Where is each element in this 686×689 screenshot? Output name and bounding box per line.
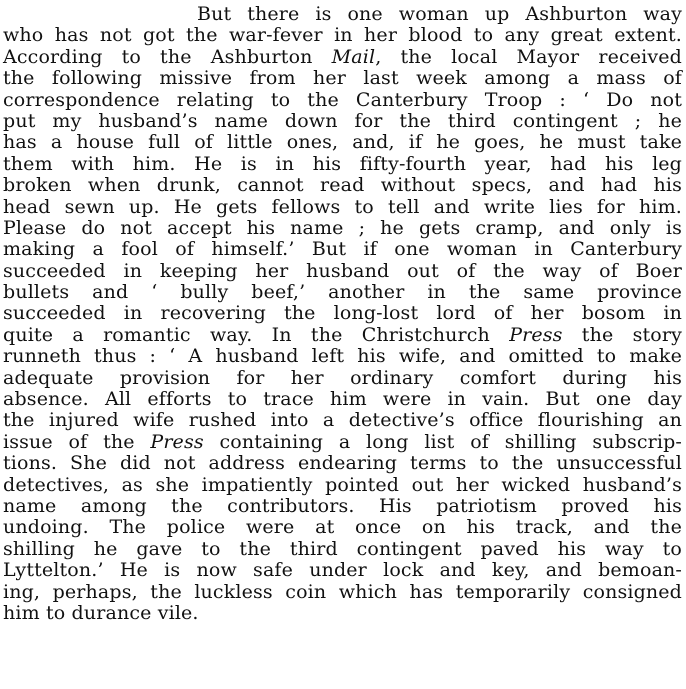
text-line <box>3 325 682 346</box>
text-line <box>3 453 682 474</box>
text-run: has a house full of little ones, and, if he goes, he must take <box>3 131 682 154</box>
text-run: runneth thus : ‘ A husband left his wife, and omitted to make <box>3 345 682 368</box>
text-run: containing a long list of shilling subscrip- <box>203 430 682 453</box>
text-run: the story <box>562 323 683 346</box>
text-run: , the local Mayor received <box>375 45 682 68</box>
text-line <box>3 582 682 603</box>
text-line <box>3 90 682 111</box>
text-line <box>3 303 682 324</box>
text-run: him to durance vile. <box>3 601 199 624</box>
text-line <box>3 239 682 260</box>
text-run: name among the contributors. His patriotism proved his <box>3 494 682 517</box>
text-line <box>3 218 682 239</box>
text-line <box>3 496 682 517</box>
text-line <box>3 25 682 46</box>
text-line <box>3 47 682 68</box>
article-paragraph <box>3 4 682 624</box>
text-line <box>3 560 682 581</box>
text-run: issue of the <box>3 430 151 453</box>
text-line <box>3 68 682 89</box>
text-line <box>3 282 682 303</box>
text-line <box>3 410 682 431</box>
text-run: the injured wife rushed into a detective’s office flourishing an <box>3 409 682 432</box>
text-line <box>3 517 682 538</box>
text-line <box>3 539 682 560</box>
text-run: shilling he gave to the third contingent paved his way to <box>3 537 682 560</box>
text-line <box>3 475 682 496</box>
text-run: succeeded in keeping her husband out of the way of Boer <box>3 259 682 282</box>
text-line <box>3 432 682 453</box>
text-run: undoing. The police were at once on his track, and the <box>3 516 682 539</box>
text-line <box>3 368 682 389</box>
text-run: correspondence relating to the Canterbury Troop : ‘ Do not <box>3 88 682 111</box>
text-run: broken when drunk, cannot read without specs, and had his <box>3 174 682 197</box>
text-line <box>3 111 682 132</box>
text-line <box>3 346 682 367</box>
text-line <box>3 4 682 25</box>
text-run: quite a romantic way. In the Christchurch <box>3 323 510 346</box>
text-run: detectives, as she impatiently pointed out her wicked husband’s <box>3 473 682 496</box>
italic-title: Press <box>509 323 563 346</box>
italic-title: Mail <box>331 45 376 68</box>
text-run: bullets and ‘ bully beef,’ another in the same province <box>3 281 682 304</box>
text-run: the following missive from her last week among a mass of <box>3 67 682 90</box>
text-run: According to the Ashburton <box>3 45 332 68</box>
text-run: But there is one woman up Ashburton way <box>197 3 682 25</box>
text-line <box>3 175 682 196</box>
text-run: put my husband’s name down for the third contingent ; he <box>3 109 682 132</box>
text-line <box>3 603 682 624</box>
text-run: them with him. He is in his fifty-fourth year, had his leg <box>3 152 682 175</box>
text-run: adequate provision for her ordinary comfort during his <box>3 366 682 389</box>
text-run: Lyttelton.’ He is now safe under lock and key, and bemoan- <box>3 559 682 582</box>
text-line <box>3 261 682 282</box>
text-run: making a fool of himself.’ But if one woman in Canterbury <box>3 238 682 261</box>
text-line <box>3 154 682 175</box>
italic-title: Press <box>150 430 204 453</box>
text-line <box>3 389 682 410</box>
text-run: who has not got the war-fever in her blood to any great extent. <box>3 24 682 47</box>
text-line <box>3 132 682 153</box>
text-run: head sewn up. He gets fellows to tell and write lies for him. <box>3 195 682 218</box>
text-line <box>3 197 682 218</box>
text-run: absence. All efforts to trace him were in vain. But one day <box>3 388 682 411</box>
text-run: ing, perhaps, the luckless coin which has temporarily consigned <box>3 580 682 603</box>
text-run: succeeded in recovering the long-lost lord of her bosom in <box>3 302 682 325</box>
text-run: Please do not accept his name ; he gets cramp, and only is <box>3 216 682 239</box>
text-run: tions. She did not address endearing terms to the unsuccessful <box>3 452 682 475</box>
